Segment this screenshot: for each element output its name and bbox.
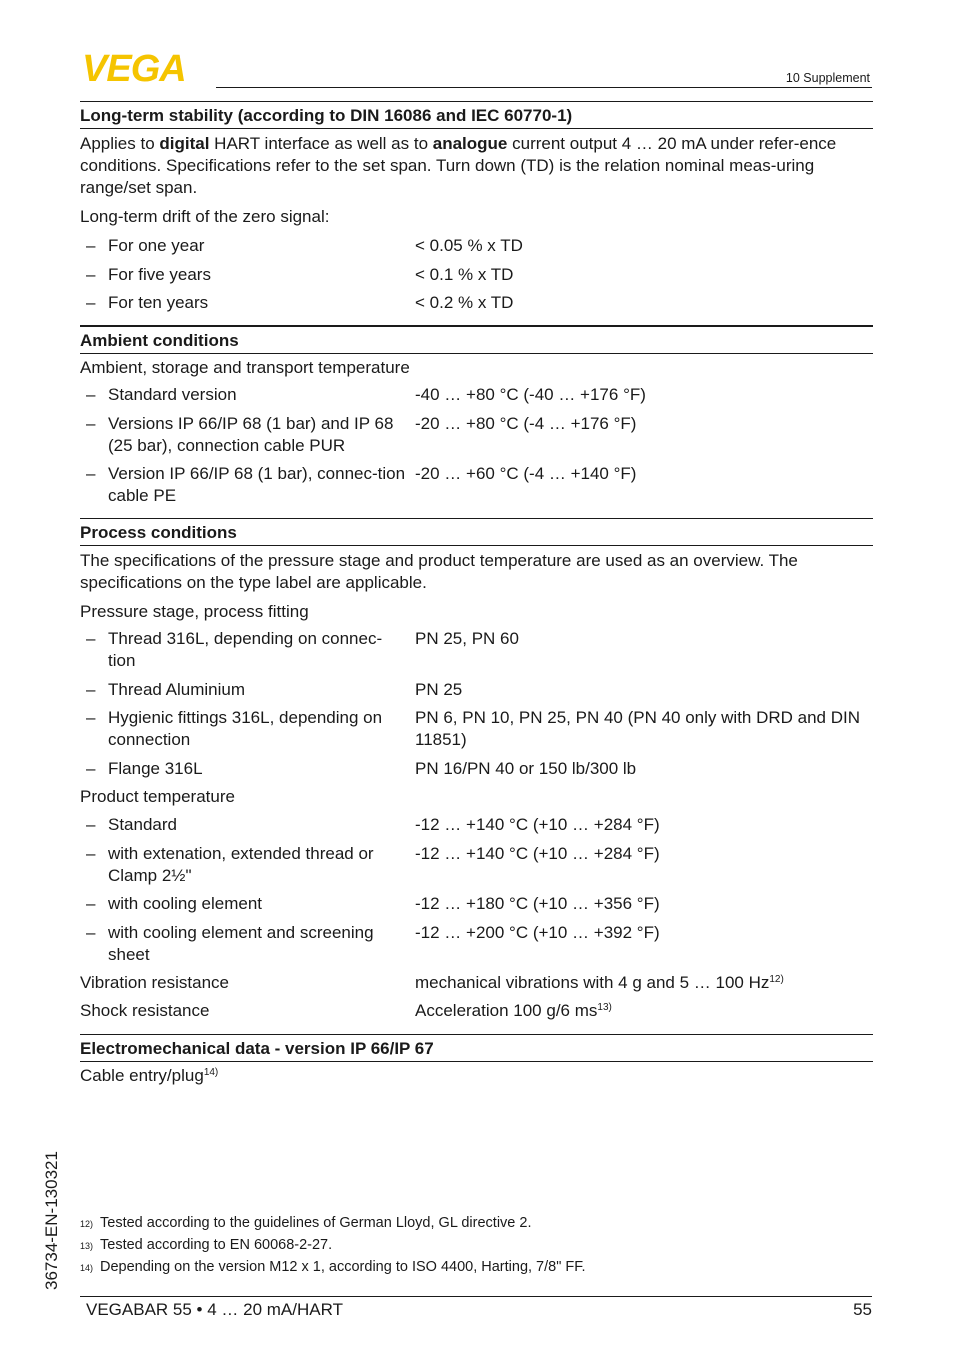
spec-row: – Flange 316L PN 16/PN 40 or 150 lb/300 lb <box>86 758 637 778</box>
process-intro: The specifications of the pressure stage and product temperature are used as an overview. The specifications on the type label are applicable. <box>80 551 798 592</box>
svg-text:VEGA: VEGA <box>82 52 186 84</box>
drift-label: Long-term drift of the zero signal: <box>80 207 330 226</box>
spec-row: – Thread Aluminium PN 25 <box>86 679 463 699</box>
spec-row: – Standard -12 … +140 °C (+10 … +284 °F) <box>86 815 660 834</box>
footnote-ref: 13) <box>597 1002 612 1013</box>
spec-row: – Thread 316L, depending on connec-tion PN 25, PN 60 <box>86 629 519 670</box>
section-heading-electro: Electromechanical data - version IP 66/IP 67 <box>80 1034 873 1062</box>
header-rule <box>216 87 872 88</box>
spec-row: – For one year < 0.05 % x TD <box>86 236 523 255</box>
footnote: 13) Tested according to EN 60068-2-27. <box>80 1237 333 1253</box>
page-number: 55 <box>853 1300 872 1319</box>
spec-row: – Standard version -40 … +80 °C (-40 … +176 °F) <box>86 385 646 404</box>
section-heading-process: Process conditions <box>80 518 873 546</box>
section-heading-ambient: Ambient conditions <box>80 325 873 354</box>
footnote: 14) Depending on the version M12 x 1, according to ISO 4400, Harting, 7/8" FF. <box>80 1259 586 1275</box>
spec-row: – For five years < 0.1 % x TD <box>86 264 514 284</box>
footer-product: VEGABAR 55 • 4 … 20 mA/HART <box>86 1300 343 1319</box>
spec-row: – For ten years < 0.2 % x TD <box>86 293 514 312</box>
spec-row: – with cooling element -12 … +180 °C (+10 … +356 °F) <box>86 894 660 913</box>
spec-row: – with extenation, extended thread or Clamp 2½" -12 … +140 °C (+10 … +284 °F) <box>86 843 660 885</box>
spec-row: – Version IP 66/IP 68 (1 bar), connec-tion cable PE -20 … +60 °C (-4 … +140 °F) <box>86 464 637 505</box>
footnote-ref: 12) <box>769 973 784 985</box>
vega-logo <box>82 52 212 84</box>
shock-row: Shock resistance Acceleration 100 g/6 $ms^{13)}$ <box>80 1001 612 1020</box>
footnote-ref: 14) <box>203 1067 219 1078</box>
spec-row: – Versions IP 66/IP 68 (1 bar) and IP 68 (25 bar), connection cable PUR -20 … +80 °C (-4 … +176 °F) <box>86 413 637 455</box>
section-label: 10 Supplement <box>785 71 870 85</box>
section-heading-stability: Long-term stability (according to DIN 16086 and IEC 60770-1) <box>80 101 873 129</box>
temp-label: Product temperature <box>80 787 235 806</box>
spec-row: – Hygienic fittings 316L, depending on connection PN 6, PN 10, PN 25, PN 40 (PN 40 only with DRD and DIN 11851) <box>86 708 861 749</box>
footnotes <box>80 1214 873 1280</box>
cable-entry-label: Cable entry/plug$^{14)}$ <box>80 1066 219 1085</box>
stability-intro: Applies to digital HART interface as well as to analogue current output 4 … 20 mA under refer-ence conditions. Specifications refer to the set span. Turn down (TD) is the relation nominal meas-uring range/set span. <box>80 134 837 197</box>
spec-content <box>80 101 873 1094</box>
spec-row: – with cooling element and screening sheet -12 … +200 °C (+10 … +392 °F) <box>86 922 660 964</box>
footnote: 12) Tested according to the guidelines of German Lloyd, GL directive 2. <box>80 1215 532 1231</box>
ambient-label: Ambient, storage and transport temperature <box>80 358 410 377</box>
footer-rule <box>80 1296 872 1297</box>
vibration-row: Vibration resistance mechanical vibrations with 4 g and 5 … 100 Hz$^{12)}$ <box>80 972 784 992</box>
pressure-label: Pressure stage, process fitting <box>80 602 309 621</box>
document-code: 36734-EN-130321 <box>42 1151 61 1290</box>
